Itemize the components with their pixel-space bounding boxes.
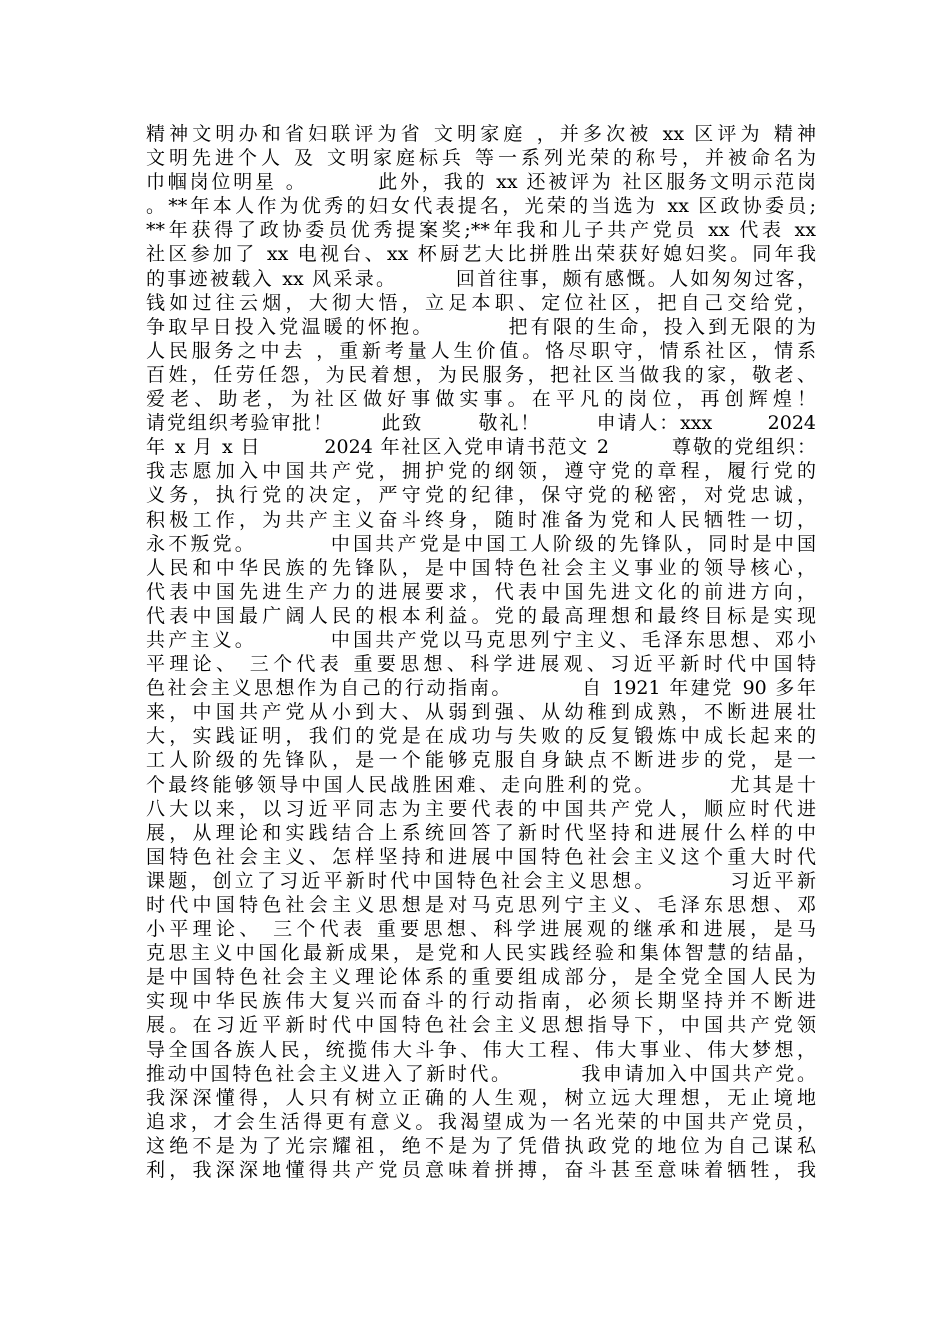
- text-line: 推动中国特色社会主义进入了新时代。 我申请加入中国共产党。: [146, 1062, 816, 1085]
- text-line: **年获得了政协委员优秀提案奖;**年我和儿子共产党员 xx 代表 xx: [146, 219, 816, 242]
- text-line: 是中国特色社会主义理论体系的重要组成部分，是全党全国人民为: [146, 966, 816, 989]
- text-line: 文明先进个人 及 文明家庭标兵 等一系列光荣的称号，并被命名为: [146, 147, 816, 170]
- text-line: 请党组织考验审批！ 此致 敬礼！ 申请人：xxx 2024: [146, 412, 816, 435]
- text-line: 年 x 月 x 日 2024 年社区入党申请书范文 2 尊敬的党组织：: [146, 436, 816, 459]
- text-line: 课题，创立了习近平新时代中国特色社会主义思想。 习近平新: [146, 869, 816, 892]
- text-line: 的事迹被载入 xx 风采录。 回首往事，颇有感慨。人如匆匆过客，: [146, 267, 816, 290]
- text-line: 义务，执行党的决定，严守党的纪律，保守党的秘密，对党忠诚，: [146, 484, 816, 507]
- text-line: 大，实践证明，我们的党是在成功与失败的反复锻炼中成长起来的: [146, 725, 816, 748]
- text-line: 来，中国共产党从小到大、从弱到强、从幼稚到成熟，不断进展壮: [146, 701, 816, 724]
- text-line: 平理论、 三个代表 重要思想、科学进展观、习近平新时代中国特: [146, 653, 816, 676]
- text-line: 钱如过往云烟，大彻大悟，立足本职、定位社区，把自己交给党，: [146, 291, 816, 314]
- text-line: 人民服务之中去 ，重新考量人生价值。恪尽职守，情系社区，情系: [146, 339, 816, 362]
- text-line: 我志愿加入中国共产党，拥护党的纲领，遵守党的章程，履行党的: [146, 460, 816, 483]
- text-line: 我深深懂得，人只有树立正确的人生观，树立远大理想，无止境地: [146, 1086, 816, 1109]
- text-line: 代表中国先进生产力的进展要求，代表中国先进文化的前进方向，: [146, 580, 816, 603]
- text-line: 代表中国最广阔人民的根本利益。党的最高理想和最终目标是实现: [146, 604, 816, 627]
- text-line: 时代中国特色社会主义思想是对马克思列宁主义、毛泽东思想、邓: [146, 894, 816, 916]
- text-line: 国特色社会主义、怎样坚持和进展中国特色社会主义这个重大时代: [146, 845, 816, 868]
- text-line: 共产主义。 中国共产党以马克思列宁主义、毛泽东思想、邓小: [146, 628, 816, 651]
- text-line: 这绝不是为了光宗耀祖，绝不是为了凭借执政党的地位为自己谋私: [146, 1134, 816, 1157]
- text-line: 展。在习近平新时代中国特色社会主义思想指导下，中国共产党领: [146, 1014, 816, 1037]
- text-line: 克思主义中国化最新成果，是党和人民实践经验和集体智慧的结晶，: [146, 942, 816, 965]
- text-line: 小平理论、 三个代表 重要思想、科学进展观的继承和进展，是马: [146, 918, 816, 941]
- text-line: 百姓，任劳任怨，为民着想，为民服务，把社区当做我的家，敬老、: [146, 363, 816, 386]
- text-line: 利，我深深地懂得共产党员意味着拼搏，奋斗甚至意味着牺牲，我: [146, 1159, 816, 1182]
- text-line: 巾帼岗位明星 。 此外，我的 xx 还被评为 社区服务文明示范岗: [146, 171, 816, 194]
- text-line: 。**年本人作为优秀的妇女代表提名，光荣的当选为 xx 区政协委员;: [146, 195, 816, 218]
- text-line: 爱老、助老，为社区做好事做实事。在平凡的岗位，再创辉煌！: [146, 388, 816, 411]
- text-line: 永不叛党。 中国共产党是中国工人阶级的先锋队，同时是中国: [146, 532, 816, 555]
- text-line: 积极工作，为共产主义奋斗终身，随时准备为党和人民牺牲一切，: [146, 508, 816, 531]
- text-line: 追求，才会生活得更有意义。我渴望成为一名光荣的中国共产党员，: [146, 1110, 816, 1133]
- text-line: 展，从理论和实践结合上系统回答了新时代坚持和进展什么样的中: [146, 821, 816, 844]
- text-line: 个最终能够领导中国人民战胜困难、走向胜利的党。 尤其是十: [146, 773, 816, 796]
- text-line: 社区参加了 xx 电视台、xx 杯厨艺大比拼胜出荣获好媳妇奖。同年我: [146, 243, 816, 266]
- text-line: 实现中华民族伟大复兴而奋斗的行动指南，必须长期坚持并不断进: [146, 990, 816, 1013]
- text-line: 精神文明办和省妇联评为省 文明家庭 ，并多次被 xx 区评为 精神: [146, 123, 816, 145]
- text-line: 工人阶级的先锋队，是一个能够克服自身缺点不断进步的党，是一: [146, 749, 816, 772]
- text-line: 八大以来，以习近平同志为主要代表的中国共产党人，顺应时代进: [146, 797, 816, 820]
- text-line: 色社会主义思想作为自己的行动指南。 自 1921 年建党 90 多年: [146, 677, 816, 700]
- body-text: [146, 122, 816, 1182]
- text-line: 争取早日投入党温暖的怀抱。 把有限的生命，投入到无限的为: [146, 315, 816, 338]
- text-line: 导全国各族人民，统揽伟大斗争、伟大工程、伟大事业、伟大梦想，: [146, 1038, 816, 1061]
- text-line: 人民和中华民族的先锋队，是中国特色社会主义事业的领导核心，: [146, 556, 816, 579]
